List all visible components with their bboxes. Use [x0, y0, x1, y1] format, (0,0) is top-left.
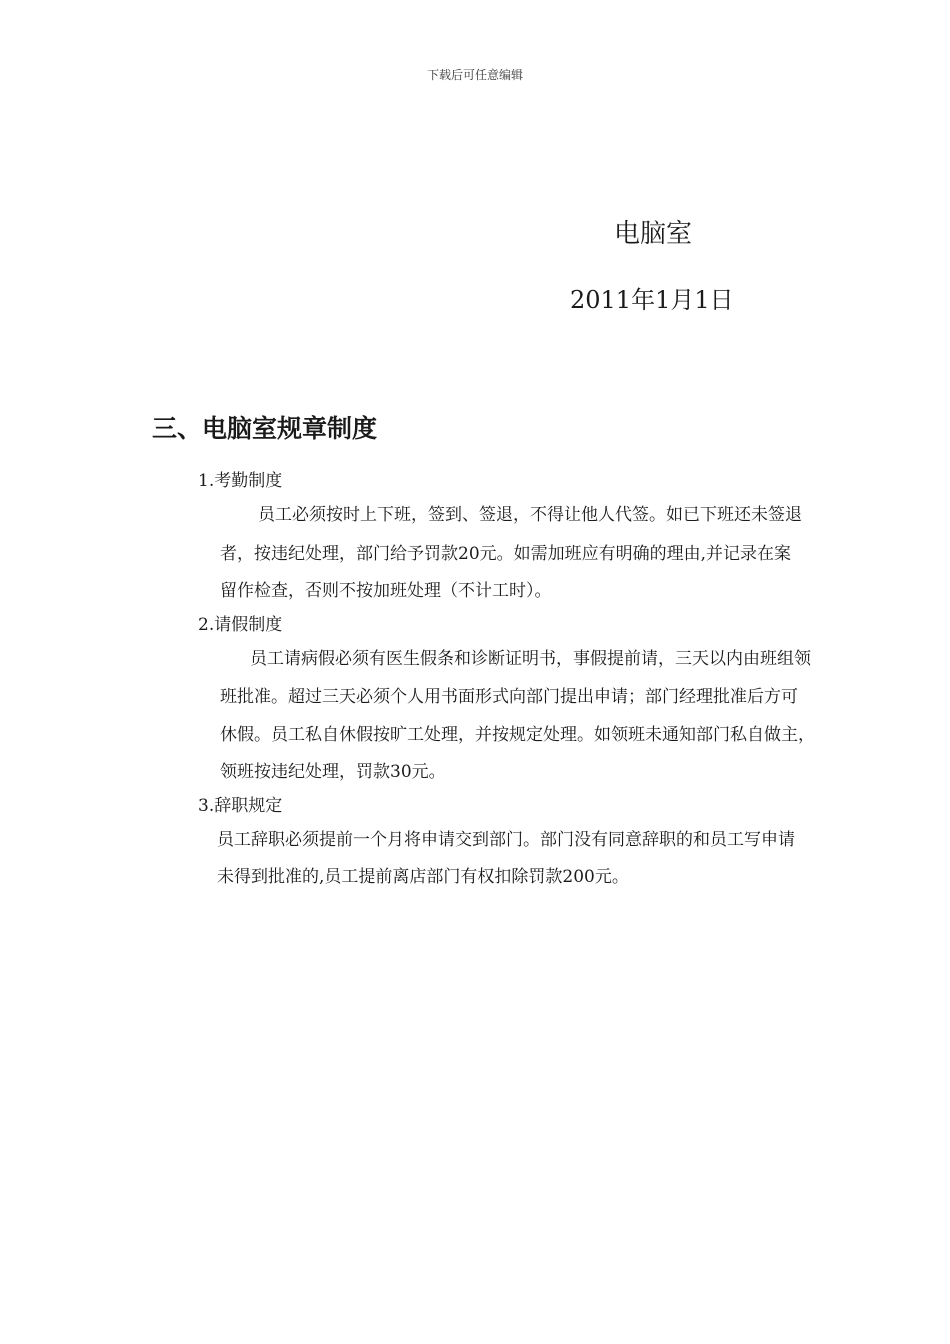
section-title: 三、电脑室规章制度 [152, 414, 378, 443]
paragraph-line: 班批准。超过三天必须个人用书面形式向部门提出申请；部门经理批准后方可 [220, 687, 798, 707]
paragraph-line: 留作检查，否则不按加班处理（不计工时）。 [220, 581, 552, 601]
signature-date: 2011年1月1日 [570, 286, 734, 314]
signature-org: 电脑室 [614, 219, 693, 249]
item-heading-leave: 2.请假制度 [198, 615, 283, 635]
header-note: 下载后可任意编辑 [426, 68, 523, 82]
paragraph-line: 员工请病假必须有医生假条和诊断证明书，事假提前请，三天以内由班组领 [250, 649, 811, 669]
item-heading-resignation: 3.辞职规定 [198, 796, 283, 816]
paragraph-line: 员工辞职必须提前一个月将申请交到部门。部门没有同意辞职的和员工写申请 [217, 830, 795, 850]
item-heading-attendance: 1.考勤制度 [198, 471, 283, 491]
paragraph-line: 者，按违纪处理，部门给予罚款20元。如需加班应有明确的理由,并记录在案 [220, 544, 792, 564]
paragraph-line: 休假。员工私自休假按旷工处理，并按规定处理。如领班未通知部门私自做主， [220, 725, 815, 745]
paragraph-line: 员工必须按时上下班，签到、签退，不得让他人代签。如已下班还未签退 [258, 505, 802, 525]
paragraph-line: 未得到批准的,员工提前离店部门有权扣除罚款200元。 [217, 867, 629, 887]
paragraph-line: 领班按违纪处理，罚款30元。 [220, 762, 446, 782]
